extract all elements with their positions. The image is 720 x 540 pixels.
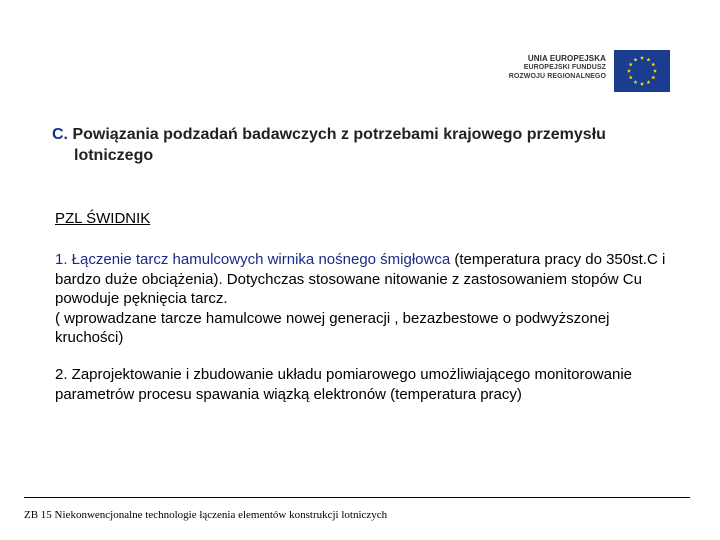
task-item-1-note: ( wprowadzane tarcze hamulcowe nowej generacji , bezazbestowe o podwyższonej kruchości) <box>55 309 610 346</box>
section-heading <box>52 124 702 166</box>
eu-logo-line2: EUROPEJSKI FUNDUSZ <box>523 64 606 71</box>
task-item-2: 2. Zaprojektowanie i zbudowanie układu pomiarowego umożliwiającego monitorowanie parametrów procesu spawania wiązką elektronów (temperatura pracy) <box>55 366 632 403</box>
eu-logo-text <box>506 54 606 81</box>
section-title-line1: Powiązania podzadań badawczych z potrzebami krajowego przemysłu <box>72 126 606 143</box>
task-item-1 <box>55 250 675 348</box>
footer-text: ZB 15 Niekonwencjonalne technologie łączenia elementów konstrukcji lotniczych <box>24 509 388 521</box>
task-item-1-title: 1. Łączenie tarcz hamulcowych wirnika nośnego śmigłowca <box>55 251 451 268</box>
eu-logo <box>506 50 670 94</box>
section-letter: C. <box>52 126 68 143</box>
eu-flag-icon <box>614 50 670 92</box>
task-item-1-description: (temperatura pracy do 350st.C i bardzo duże obciążenia). Dotychczas stosowane nitowanie z zastosowaniem stopów Cu powoduje pęknięcia tarcz. <box>55 251 666 307</box>
section-title-line2: lotniczego <box>74 147 154 164</box>
eu-logo-line3: ROZWOJU REGIONALNEGO <box>508 73 606 80</box>
company-name: PZL ŚWIDNIK <box>55 210 151 227</box>
eu-logo-line1: UNIA EUROPEJSKA <box>527 54 606 63</box>
footer-divider <box>24 497 690 498</box>
